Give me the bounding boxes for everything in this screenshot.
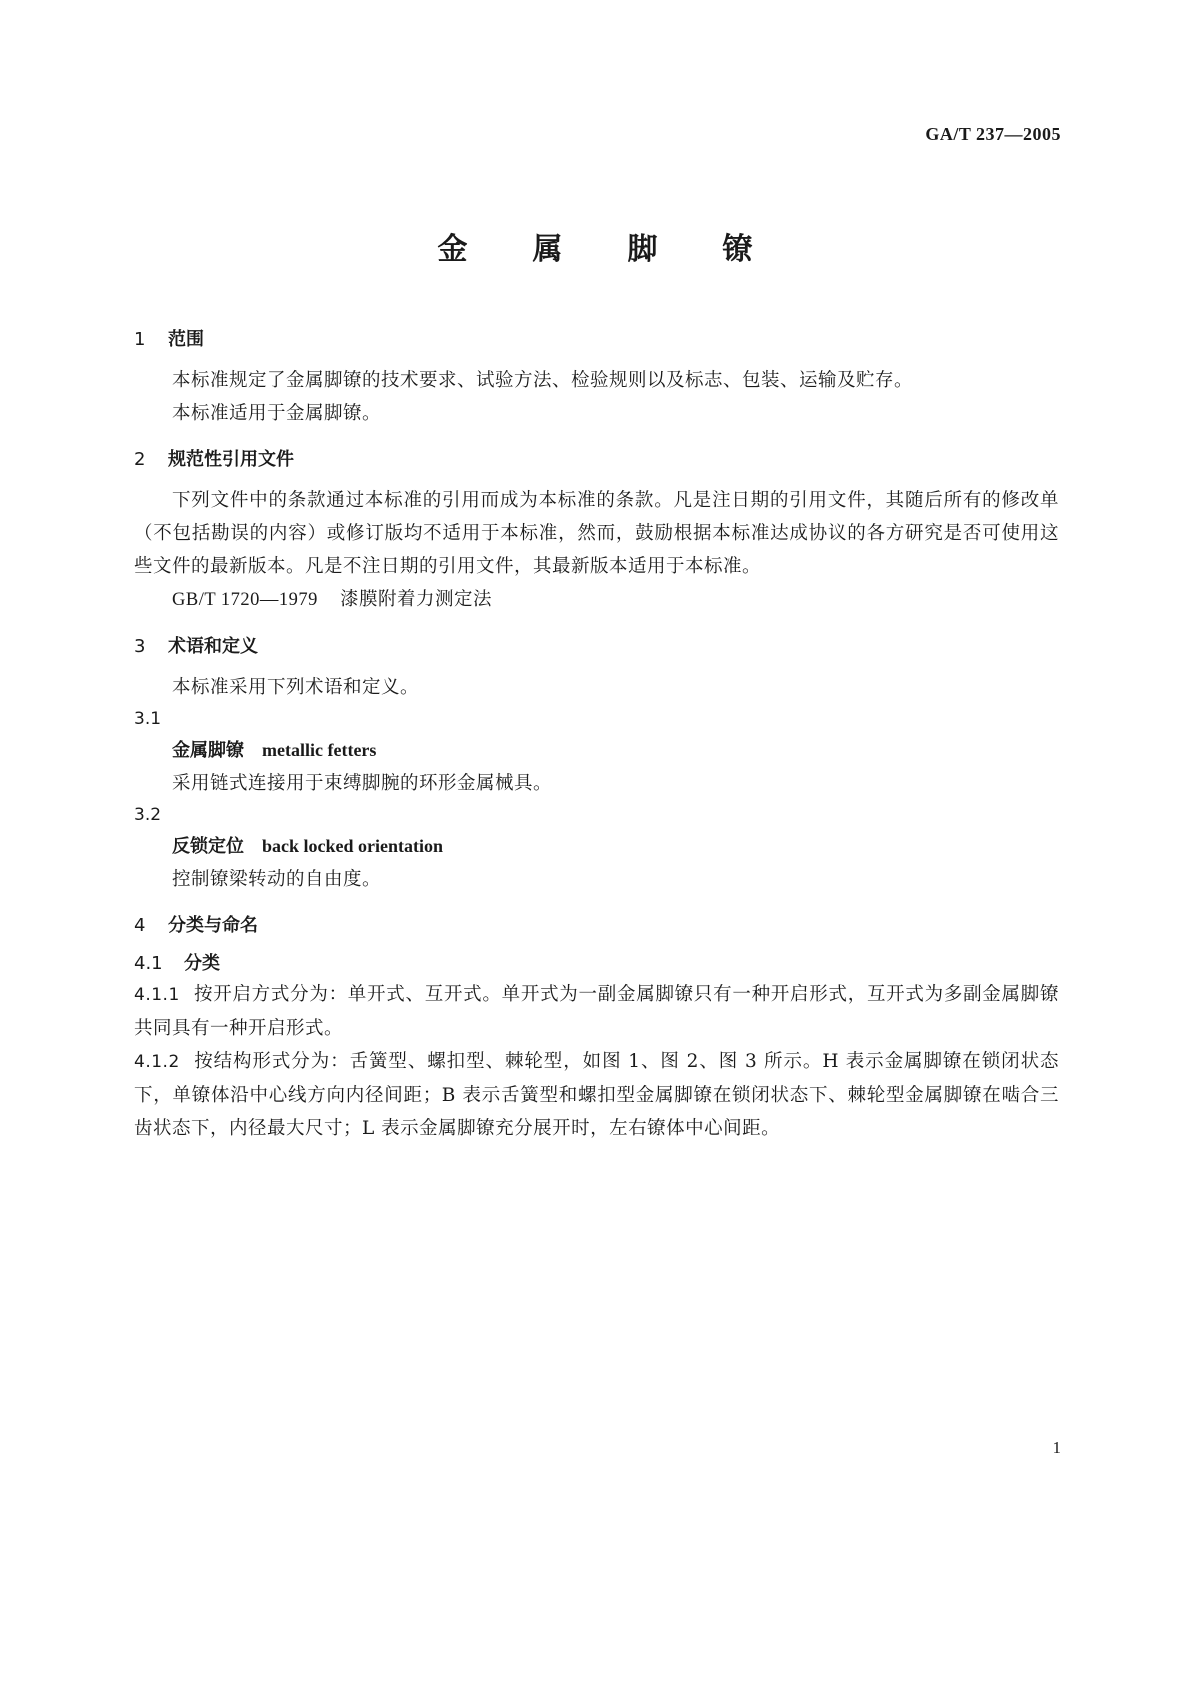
reference-title: 漆膜附着力测定法 [339,589,492,610]
term-number: 3.2 [134,805,162,825]
paragraph: 本标准规定了金属脚镣的技术要求、试验方法、检验规则以及标志、包装、运输及贮存。 [172,370,914,391]
term-zh: 反锁定位 [172,836,244,857]
section-heading [134,446,1059,474]
clause-text: 按开启方式分为：单开式、互开式。单开式为一副金属脚镣只有一种开启形式，互开式为多副金属脚镣共同具有一种开启形式。 [134,984,1059,1039]
document-body [134,326,1059,1145]
title-char: 镣 [722,232,754,267]
reference-code: GB/T 1720—1979 [172,590,318,610]
section-title: 规范性引用文件 [168,449,294,470]
section-title: 分类与命名 [168,915,258,936]
title-char: 属 [532,232,564,267]
paragraph: 下列文件中的条款通过本标准的引用而成为本标准的条款。凡是注日期的引用文件，其随后所有的修改单（不包括勘误的内容）或修订版均不适用于本标准，然而，鼓励根据本标准达成协议的各方研究是否可使用这些文件的最新版本。凡是不注日期的引用文件，其最新版本适用于本标准。 [134,490,1059,577]
term-definition: 控制镣梁转动的自由度。 [172,869,382,890]
section-number: 1 [134,329,146,350]
term-definition: 采用链式连接用于束缚脚腕的环形金属械具。 [172,773,553,794]
standard-code: GA/T 237—2005 [925,124,1061,144]
clause [134,978,1059,1045]
subsection-number: 4.1 [134,953,163,974]
paragraph: 本标准适用于金属脚镣。 [172,403,382,424]
page-number: 1 [1052,1438,1061,1457]
section-number: 4 [134,915,146,936]
clause [134,1045,1059,1145]
normative-reference [172,583,1059,617]
section-title: 术语和定义 [168,636,258,657]
clause-text: 按结构形式分为：舌簧型、螺扣型、棘轮型，如图 1、图 2、图 3 所示。H 表示金属脚镣在锁闭状态下，单镣体沿中心线方向内径间距；B 表示舌簧型和螺扣型金属脚镣在锁闭状态下、棘轮型金属脚镣在啮合三齿状态下，内径最大尺寸；L 表示金属脚镣充分展开时，左右镣体中心间距。 [134,1051,1059,1139]
section-title: 范围 [168,329,204,350]
clause-number: 4.1.2 [134,1052,180,1072]
term-number: 3.1 [134,709,162,729]
section-number: 2 [134,449,146,470]
section-number: 3 [134,636,146,657]
title-char: 金 [437,232,469,267]
document-title [0,224,1191,268]
paragraph: 本标准采用下列术语和定义。 [172,677,420,698]
term-zh: 金属脚镣 [172,740,244,761]
term-en: metallic fetters [262,740,377,760]
section-heading [134,326,1059,354]
section-heading [134,912,1059,940]
term-entry [172,830,1059,863]
term-en: back locked orientation [262,836,444,856]
subsection-heading [134,950,1059,978]
term-entry [172,734,1059,767]
clause-number: 4.1.1 [134,985,180,1005]
title-char: 脚 [627,232,659,267]
section-heading [134,633,1059,661]
subsection-title: 分类 [184,953,220,974]
